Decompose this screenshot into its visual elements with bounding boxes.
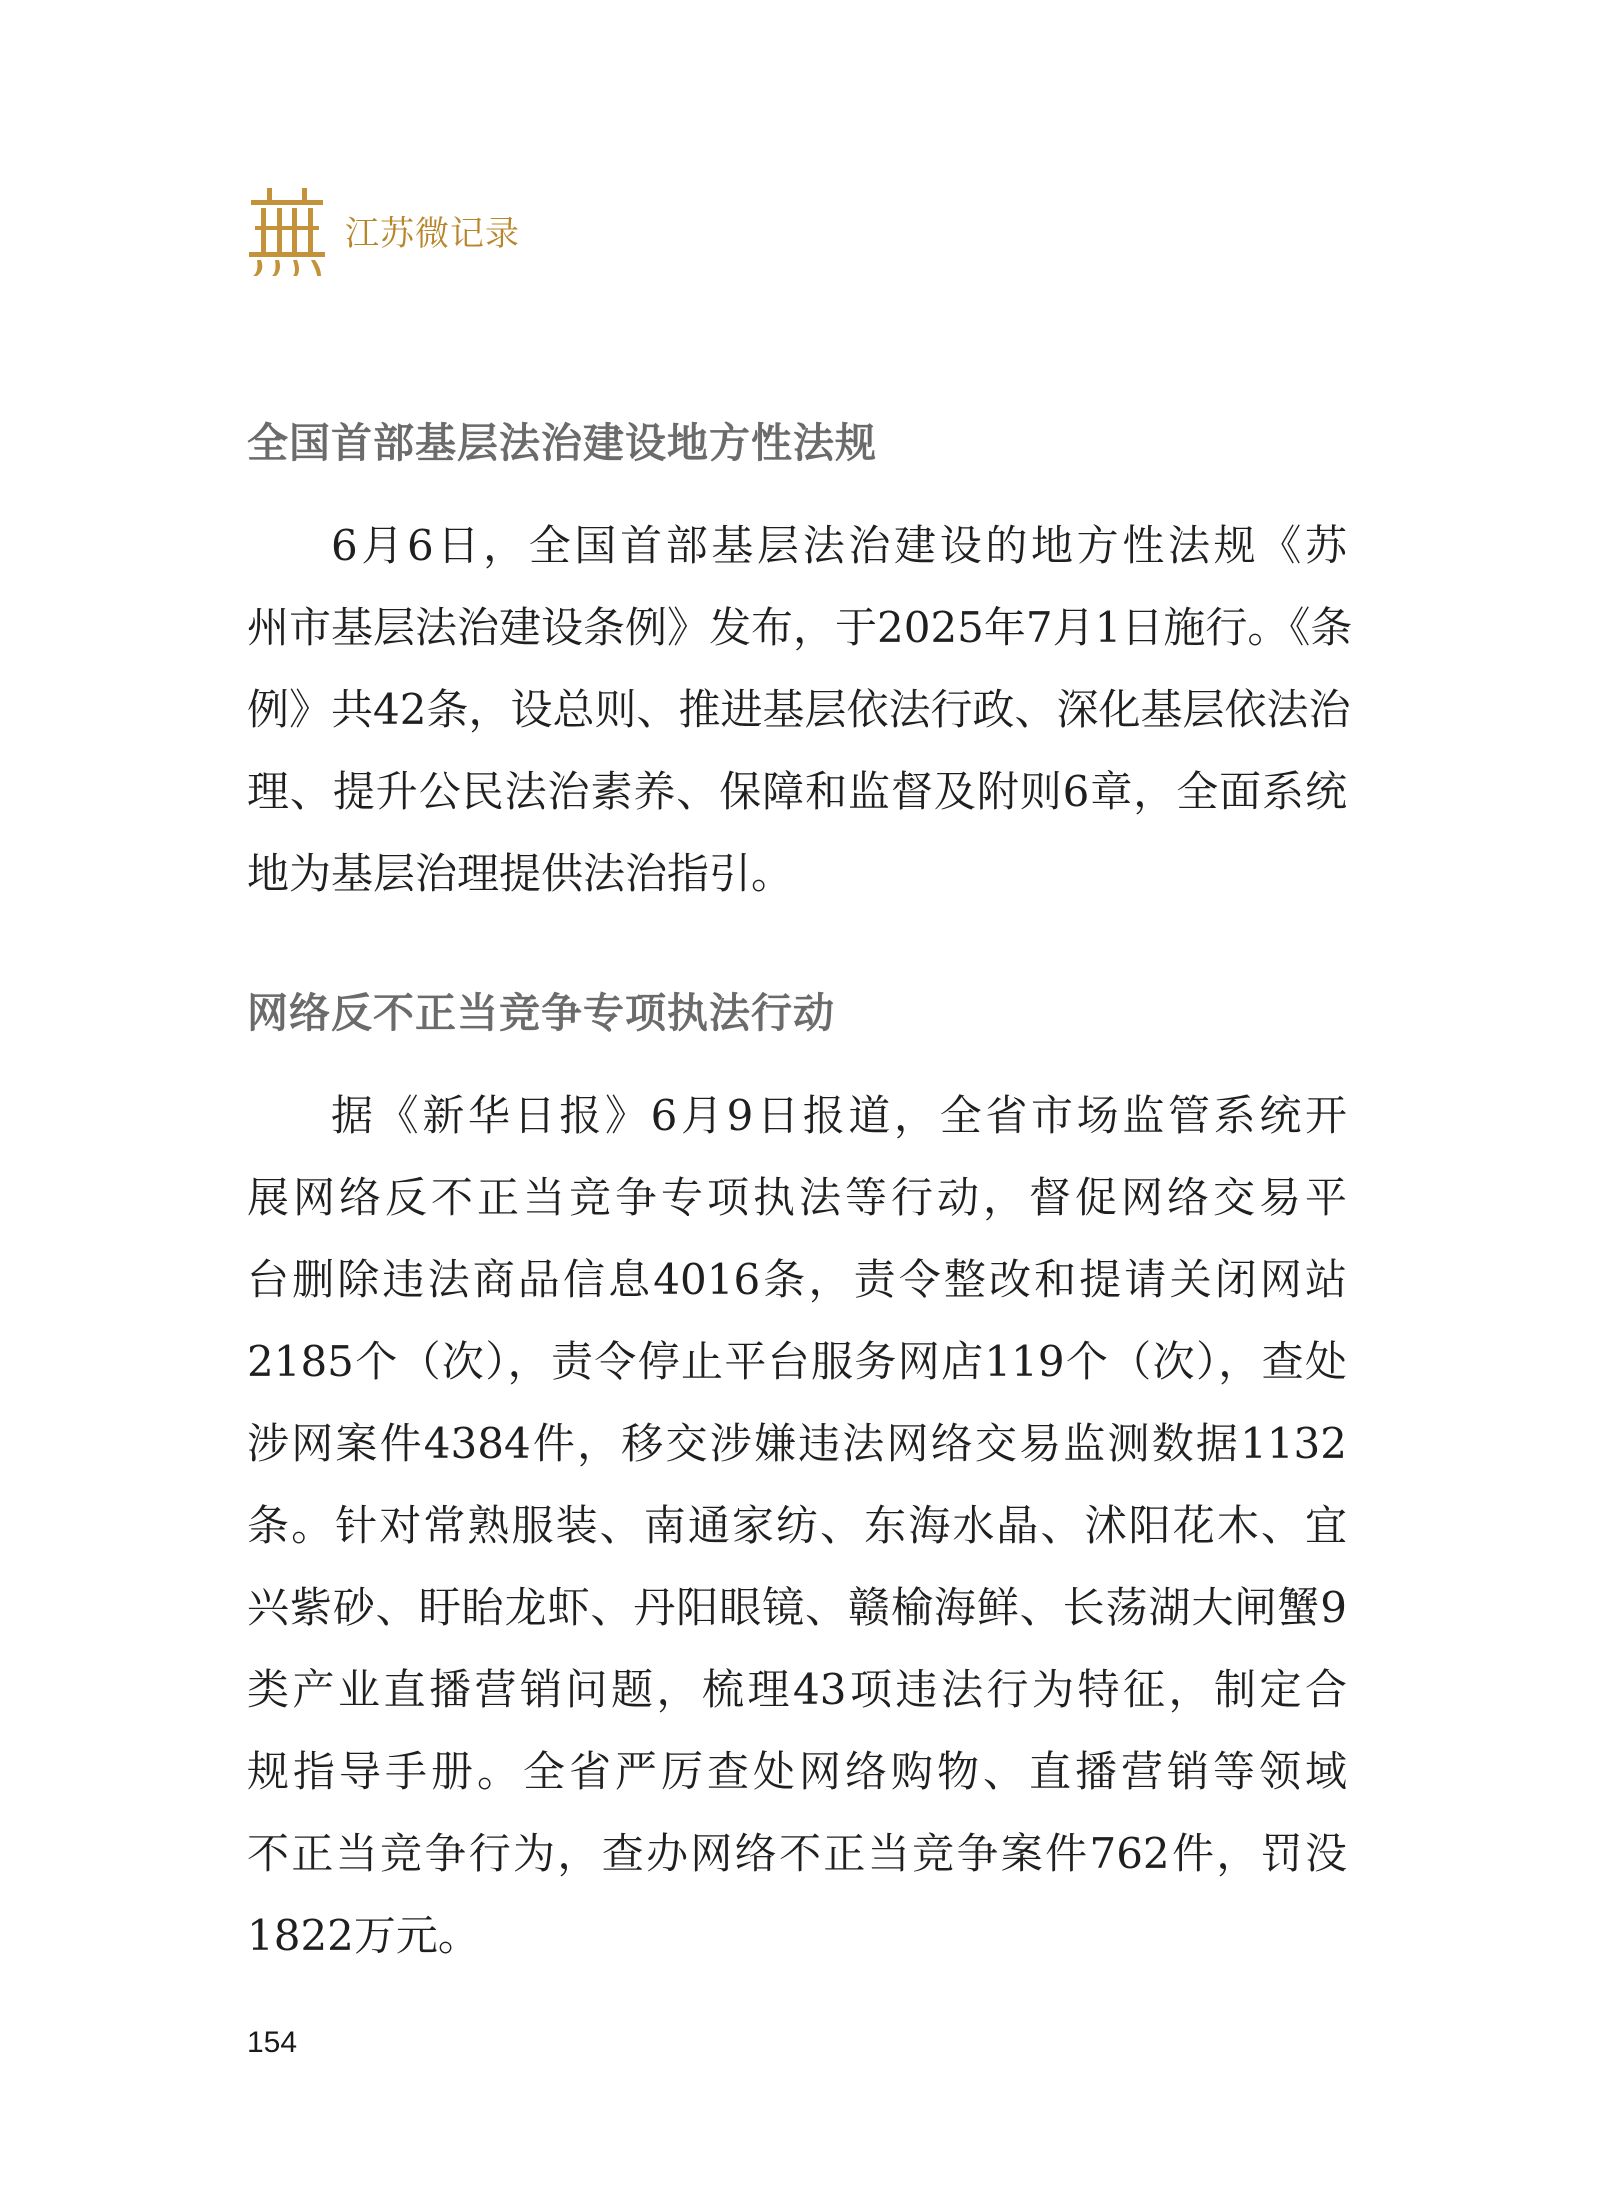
paragraph-line: 例》共42条，设总则、推进基层依法行政、深化基层依法治 xyxy=(247,685,1351,734)
paragraph-line: 1822万元。 xyxy=(247,1911,480,1960)
paragraph-line: 不正当竞争行为，查办网络不正当竞争案件762件，罚没 xyxy=(247,1829,1347,1878)
section-paragraph xyxy=(247,1075,1347,1977)
paragraph-line: 2185个（次），责令停止平台服务网店119个（次），查处 xyxy=(247,1337,1347,1386)
paragraph-line: 据《新华日报》6月9日报道，全省市场监管系统开 xyxy=(331,1091,1347,1140)
page-number: 154 xyxy=(247,2026,298,2059)
running-header xyxy=(247,186,520,278)
paragraph-line: 涉网案件4384件，移交涉嫌违法网络交易监测数据1132 xyxy=(247,1419,1347,1468)
jiangsu-seal-icon xyxy=(247,186,327,278)
paragraph-line: 6月6日，全国首部基层法治建设的地方性法规《苏 xyxy=(331,521,1347,570)
section-paragraph xyxy=(247,505,1353,915)
header-title: 江苏微记录 xyxy=(345,214,520,254)
paragraph-line: 台删除违法商品信息4016条，责令整改和提请关闭网站 xyxy=(247,1255,1347,1304)
paragraph-line: 类产业直播营销问题，梳理43项违法行为特征，制定合 xyxy=(247,1665,1347,1714)
paragraph-line: 理、提升公民法治素养、保障和监督及附则6章，全面系统 xyxy=(247,767,1347,816)
section-heading: 全国首部基层法治建设地方性法规 xyxy=(247,419,877,467)
paragraph-line: 兴紫砂、盱眙龙虾、丹阳眼镜、赣榆海鲜、长荡湖大闸蟹9 xyxy=(247,1583,1347,1632)
paragraph-line: 地为基层治理提供法治指引。 xyxy=(247,849,794,898)
paragraph-line: 州市基层法治建设条例》发布，于2025年7月1日施行。《条 xyxy=(247,603,1353,652)
paragraph-line: 条。针对常熟服装、南通家纺、东海水晶、沭阳花木、宜 xyxy=(247,1501,1347,1550)
paragraph-line: 规指导手册。全省严厉查处网络购物、直播营销等领域 xyxy=(247,1747,1347,1796)
section-heading: 网络反不正当竞争专项执法行动 xyxy=(247,989,835,1037)
paragraph-line: 展网络反不正当竞争专项执法等行动，督促网络交易平 xyxy=(247,1173,1347,1222)
